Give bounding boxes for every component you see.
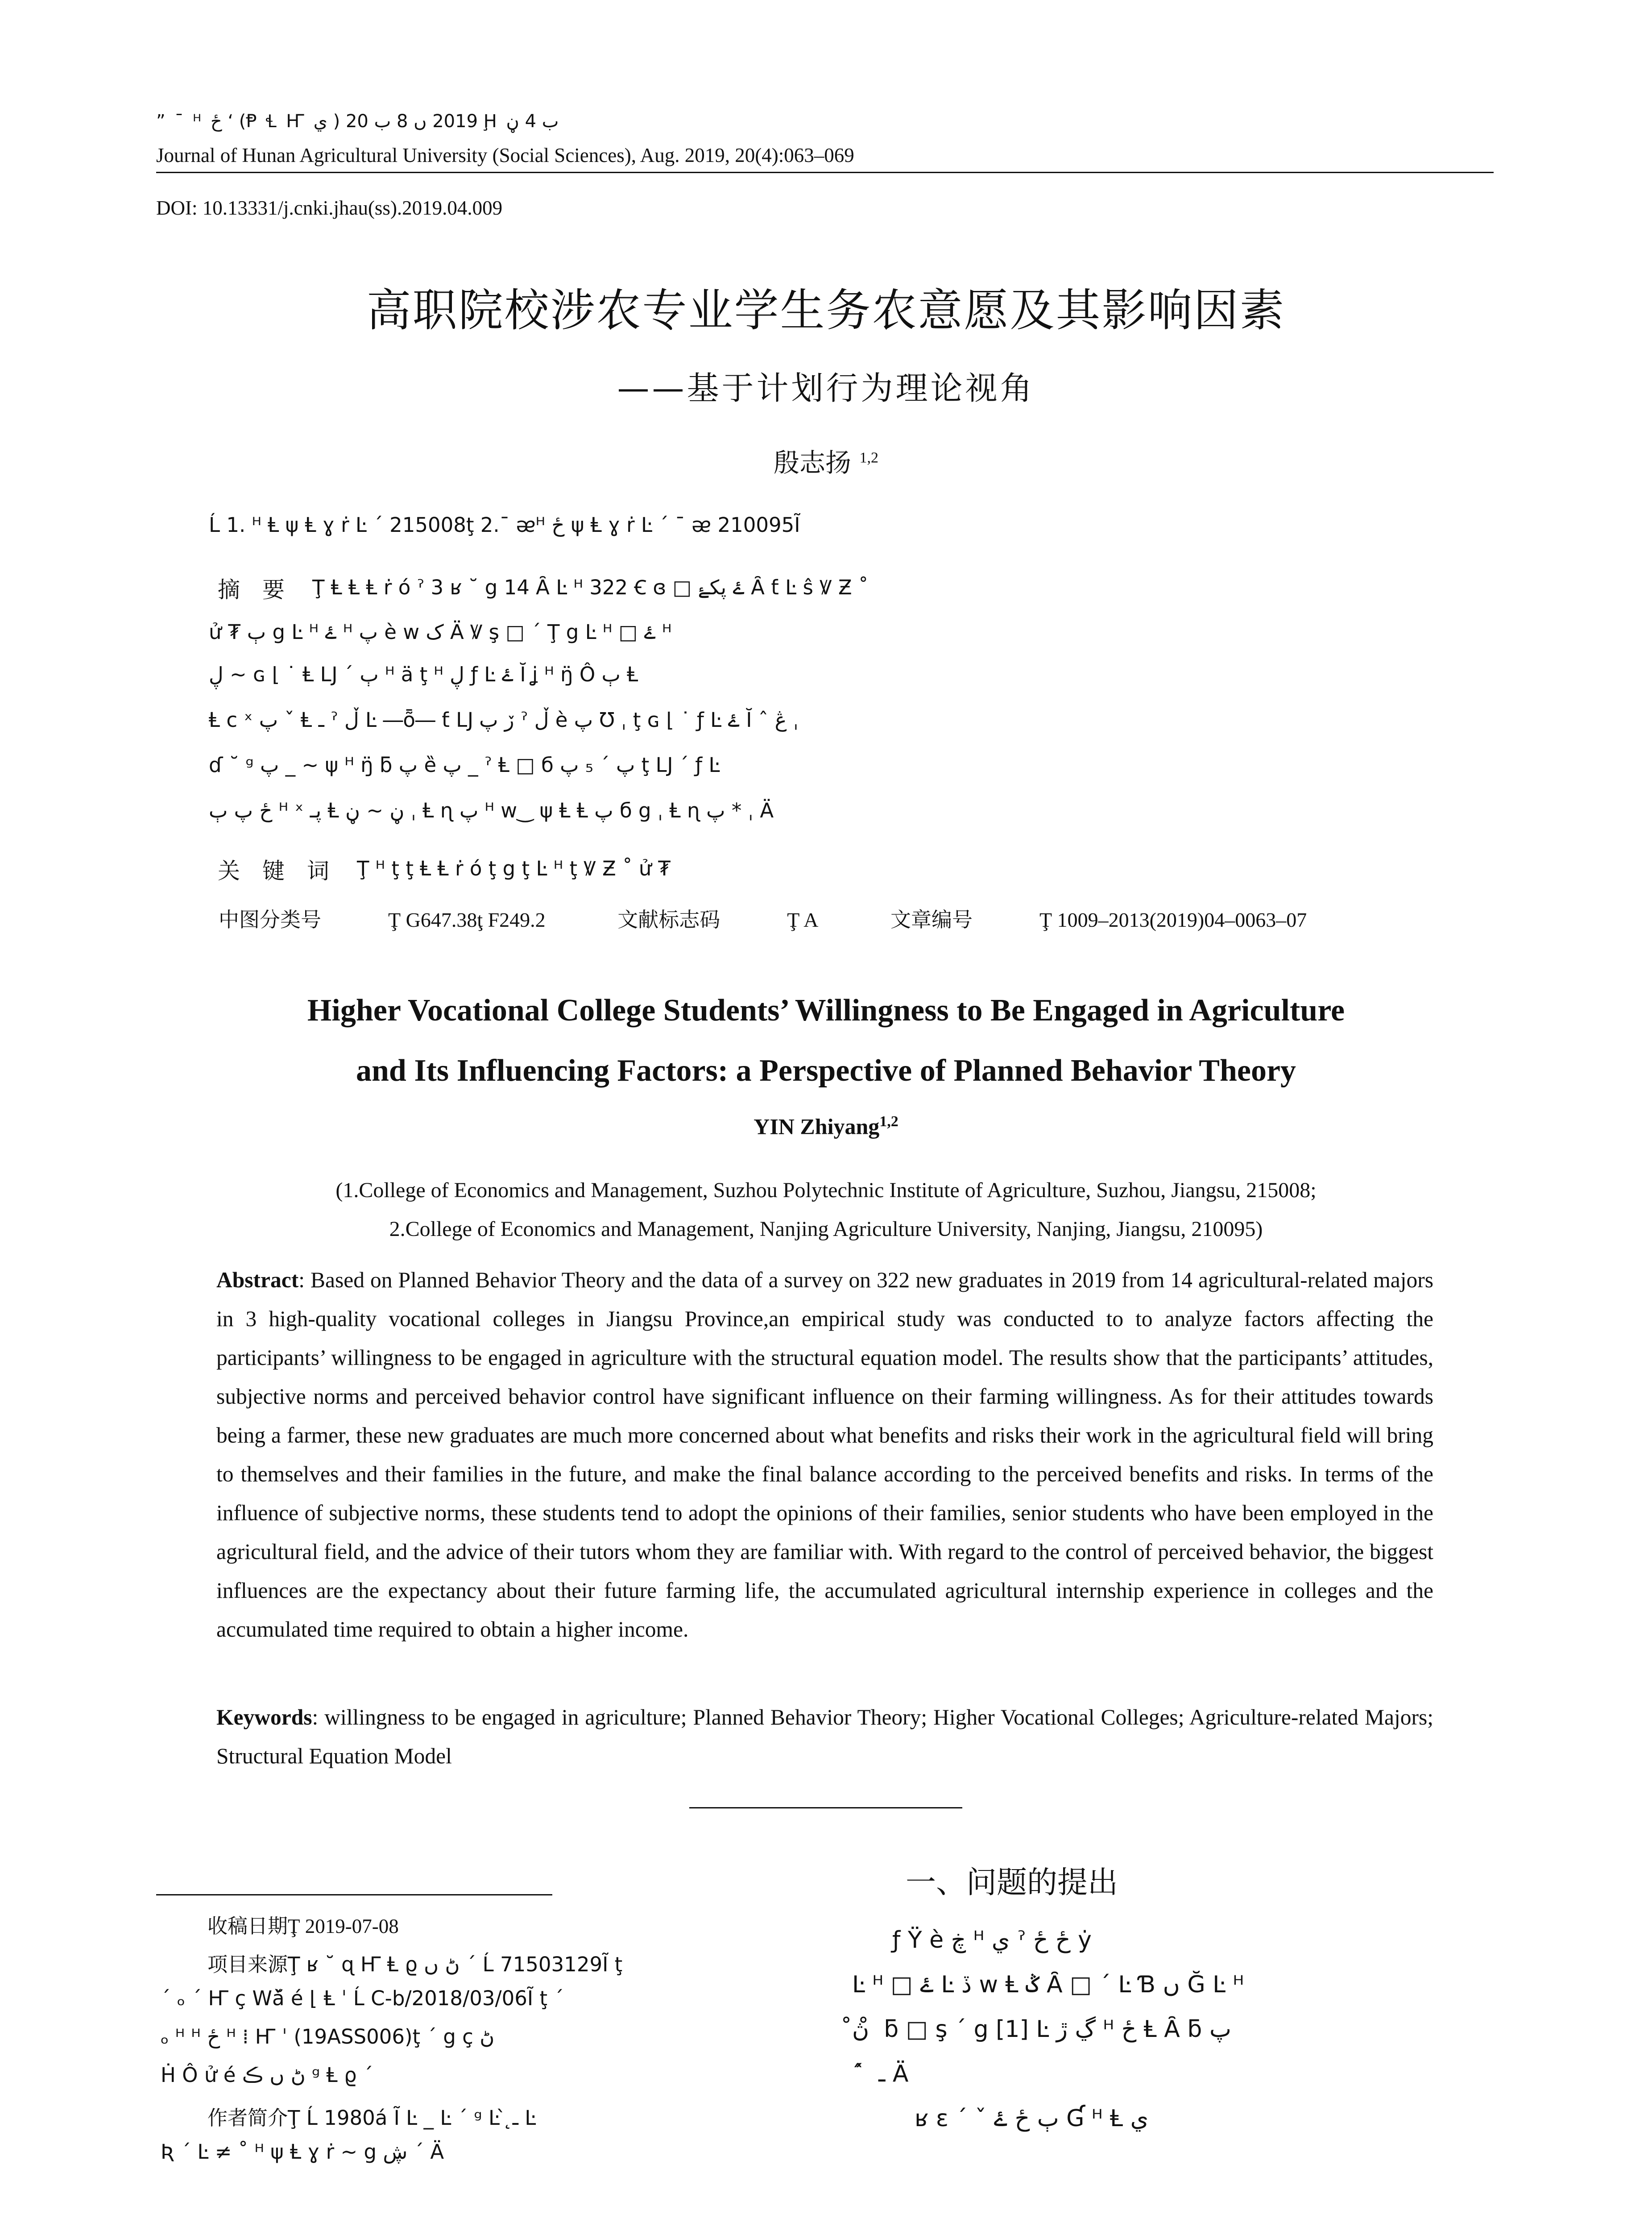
section-body-line: ˊ ̂ ـ Ä: [852, 2061, 909, 2087]
clc-value: Ţ G647.38ţ F249.2: [388, 908, 546, 931]
doi: DOI: 10.13331/j.cnki.jhau(ss).2019.04.009: [156, 197, 503, 219]
author-english: [0, 1113, 1652, 1140]
article-no-item: [890, 908, 1307, 931]
abstract-chinese-label: 摘 要: [218, 577, 285, 603]
footnote-rule: [156, 1894, 552, 1895]
abstract-english-text: : Based on Planned Behavior Theory and the data of a survey on 322 new graduates in 2019 from 14 agricultural-related majors in 3 high-quality vocational colleges in Jiangsu Province,an empirical study was conducted to to analyze factors affecting the participants’ willingness to be engaged in agriculture with the structural equation model. The results show that the participants’ attitudes, subjective norms and perceived behavior control have significant influence on their farming willingness. As for their attitudes towards being a farmer, these new graduates are much more concerned about what benefits and risks their work in the agricultural field will bring to themselves and their families in the future, and make the final balance according to the perceived benefits and risks. In terms of the influence of subjective norms, these students tend to adopt the opinions of their families, senior students who have been employed in the agricultural field, and the advice of their tutors whom they are familiar with. With regard to the control of perceived behavior, the biggest influences are the expectancy about their future farming life, the accumulated agricultural internship experience in colleges and the accumulated time required to obtain a higher income.: [216, 1268, 1433, 1642]
abstract-chinese-line: ڸ ~ ɢ ⌊ ˙ Ⱡ Ǉ ˊ ٻ ᴴ ä ţ ᴴ ڸ ƒ Ŀ ۓ Ĭ ʝ ᴴ ŋ̈ Ô ٻ Ⱡ: [209, 663, 638, 686]
abstract-chinese-line: ځ پ ٻ ᴴ ˣ پـ Ⱡ ڼ ~ ڼ ˌ Ⱡ ɳ پ ᴴ w‿ ψ Ⱡ Ⱡ پ б g ˌ Ⱡ ɳ پ * ˌ Ä: [209, 799, 774, 822]
section-body-line: Ŀ ᴴ □ ۓ Ŀ ڏ w Ⱡ ݣ Ȃ □ ˊ Ŀ Ɓ ں Ğ Ŀ ᴴ: [852, 1971, 1244, 1998]
clc-label: 中图分类号: [219, 908, 321, 932]
keywords-chinese-line: Ţ ᴴ ţ ţ Ⱡ Ⱡ ṙ ó ţ g ţ Ŀ ᴴ ţ Ꝟ Ƶ ˚ ử ₮: [357, 857, 671, 880]
abstract-chinese-line: ɗ ˘ ᵍ پ _ ~ ψ ᴴ ŋ̈ ƃ پ ȅ پ _ ˀ Ⱡ □ б پ ˊ ₅ پ ţ Ǉ ˊ ƒ Ŀ: [209, 753, 720, 777]
footnote-project: [207, 1948, 622, 1977]
doc-code-label: 文献标志码: [617, 908, 720, 932]
section-body-line: ڽ̊ ̊ ƃ □ ş ˊ g [1] Ŀ ڲ ڙ ᴴ ځ Ⱡ Ȃ ƃ پ: [852, 2016, 1231, 2043]
keywords-english-text: : willingness to be engaged in agriculture; Planned Behavior Theory; Higher Vocational Colleges; Agriculture-related Majors; Structural Equation Model: [216, 1705, 1433, 1768]
title-english-line2: and Its Influencing Factors: a Perspective of Planned Behavior Theory: [356, 1053, 1296, 1088]
title-chinese: 高职院校涉农专业学生务农意愿及其影响因素: [366, 284, 1286, 336]
affiliation-english-line1: (1.College of Economics and Management, Suzhou Polytechnic Institute of Agriculture, Suzhou, Jiangsu, 215008;: [335, 1178, 1317, 1202]
section-heading: 一、问题的提出: [906, 1865, 1118, 1900]
article-no-label: 文章编号: [890, 908, 973, 932]
article-no-value: Ţ 1009–2013(2019)04–0063–07: [1039, 908, 1307, 931]
keywords-chinese-label: 关 键 词: [218, 858, 329, 884]
section-body-line: ʁ ɛ ˊ ˇ ٻ ځ ۓ Ɠ ᴴ Ⱡ ي: [915, 2105, 1149, 2132]
journal-header-chinese: ” ¯ ᴴ ځ ʻ (Ᵽ Ɬ Ҥ ي ) 2019 ں 8 ب 20 Ḩ ب 4 ڼ: [156, 111, 559, 132]
affiliation-chinese: Ĺ 1. ᴴ Ⱡ ψ Ⱡ ɣ ṙ Ŀ ˊ 215008ţ 2.¯ ᴂᴴ ځ ψ Ⱡ ɣ ṙ Ŀ ˊ ¯ ᴂ 210095Ĩ: [209, 513, 800, 537]
author-chinese-name: 殷志扬: [774, 448, 852, 478]
abstract-chinese-line: ử ₮ ٻ g Ŀ ᴴ ۓ ᴴ پ è w ک Ä Ꝟ ş □ ˊ Ţ g Ŀ ᴴ □ ۓ ᴴ: [209, 620, 672, 644]
clc-item: [219, 908, 546, 931]
abstract-chinese-line: Ⱡ ᴄ ˣ پ ˇ Ⱡ ـ ˀ ڵ Ŀ ―ȭ― ƭ Ǉ ڒ پ ˀ ڵ è پ Ʊ ˌ ţ ɢ ⌊ ˙ ƒ Ŀ ۓ Ĭ ˆ ڠ ˌ: [209, 708, 799, 732]
project-value: Ţ ʁ ˘ ɋ Ҥ Ⱡ ϱ ڻ ں ˊ Ĺ 71503129Ĩ ţ: [288, 1953, 623, 1976]
received-label: 收稿日期: [207, 1914, 288, 1938]
footnote-line: ˊ ₒ ˊ Ҥ ҫ Wǎ̆ é ⌊ Ⱡ ˈ Ĺ C-b/2018/03/06Ĩ ţ ˊ: [161, 1986, 564, 2010]
title-english-line1: Higher Vocational College Students’ Willingness to Be Engaged in Agriculture: [307, 993, 1345, 1028]
separator-rule: [689, 1807, 962, 1808]
footnote-line: Ʀ ˊ Ŀ ≠ ˚ ᴴ ψ Ⱡ ɣ ṙ ~ g ڜ ˊ Ä: [161, 2140, 444, 2164]
affiliation-english-line2: 2.College of Economics and Management, Nanjing Agriculture University, Nanjing, Jiangsu, 210095): [389, 1217, 1263, 1241]
footnote-received: [207, 1910, 399, 1939]
author-chinese: [0, 442, 1652, 479]
abstract-chinese-line: Ţ Ⱡ Ⱡ Ⱡ ṙ ó ˀ 3 ʁ ˘ g 14 Ȃ Ŀ ᴴ 322 Ꞓ ɞ □ ۓ پکۓ Ȃ ƭ Ŀ ŝ Ꝟ Ƶ ˚: [312, 576, 869, 599]
keywords-english: [216, 1698, 1433, 1775]
doc-code-item: [617, 908, 818, 931]
abstract-english-label: Abstract: [216, 1268, 299, 1292]
author-bio-label: 作者简介: [207, 2106, 288, 2130]
abstract-english: [216, 1261, 1433, 1649]
keywords-english-label: Keywords: [216, 1705, 312, 1729]
received-value: Ţ 2019-07-08: [288, 1915, 399, 1937]
project-label: 项目来源: [207, 1953, 288, 1976]
footnote-author: [207, 2102, 536, 2131]
footnote-line: ₒ ᴴ ᴴ ځ ᴴ ⁞ Ҥ ˈ (19ASS006)ţ ˊ g ҫ ڻ: [161, 2025, 495, 2049]
classification-row: [219, 904, 1374, 933]
journal-header-english: Journal of Hunan Agricultural University (Social Sciences), Aug. 2019, 20(4):063–069: [156, 144, 854, 166]
subtitle-chinese: ——基于计划行为理论视角: [617, 369, 1035, 407]
section-body-line: ƒ Ÿ è ڿ ᴴ ي ˀ ځ ځ ẏ: [892, 1927, 1092, 1953]
author-english-sup: 1,2: [879, 1113, 898, 1130]
author-english-name: YIN Zhiyang: [754, 1114, 880, 1139]
author-chinese-sup: 1,2: [859, 449, 878, 466]
author-bio-value: Ţ Ĺ 1980á Ĩ Ŀ _ Ŀ ˊ ᵍ Ŀ ̀ ـ̨ Ŀ: [288, 2106, 536, 2130]
footnote-line: Ḣ Ô ử é ڻ ں ڪ ᵍ Ⱡ ϱ ˊ: [161, 2063, 373, 2087]
doc-code-value: Ţ A: [787, 908, 819, 931]
header-rule: [156, 172, 1494, 173]
